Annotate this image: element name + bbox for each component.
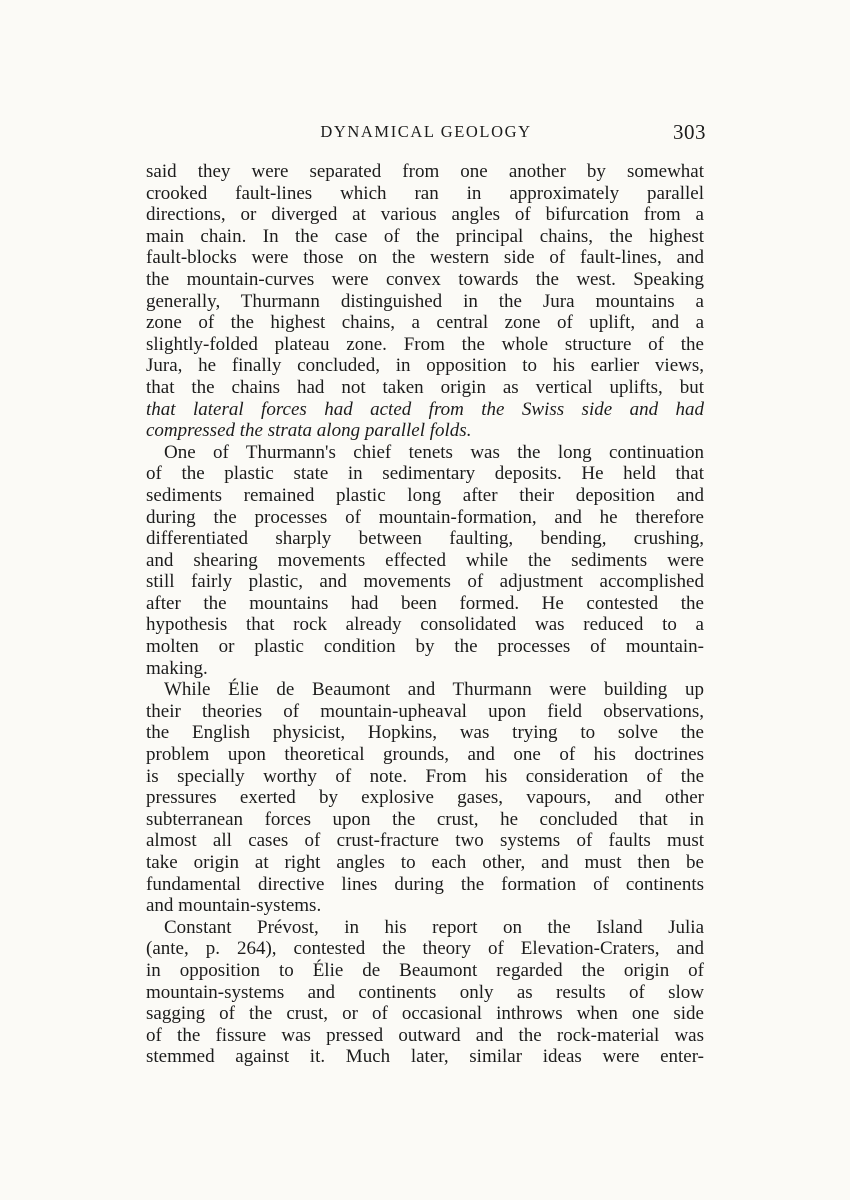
text-line: pressures exerted by explosive gases, vapours, and other <box>146 787 704 809</box>
text-line: during the processes of mountain-formation, and he therefore <box>146 506 704 528</box>
text-line: sagging of the crust, or of occasional inthrows when one side <box>146 1003 704 1025</box>
text-line: is specially worthy of note. From his consideration of the <box>146 765 704 787</box>
text-line: of the plastic state in sedimentary deposits. He held that <box>146 463 704 485</box>
text-line: (ante, p. 264), contested the theory of Elevation-Craters, and <box>146 938 704 960</box>
text-line: and shearing movements effected while the sediments were <box>146 549 704 571</box>
text-line: said they were separated from one another by somewhat <box>146 161 704 182</box>
text-line: fault-blocks were those on the western side of fault-lines, and <box>146 247 704 269</box>
text-line: main chain. In the case of the principal chains, the highest <box>146 225 704 247</box>
text-line: slightly-folded plateau zone. From the whole structure of the <box>146 333 704 355</box>
text-line: after the mountains had been formed. He contested the <box>146 592 704 614</box>
text-line: making. <box>146 657 208 679</box>
text-line: still fairly plastic, and movements of adjustment accomplished <box>146 571 704 593</box>
text-line: stemmed against it. Much later, similar ideas were enter- <box>146 1046 704 1068</box>
text-line: the mountain-curves were convex towards the west. Speaking <box>146 268 704 290</box>
text-line: crooked fault-lines which ran in approximately parallel <box>146 182 704 204</box>
text-line: molten or plastic condition by the processes of mountain- <box>146 636 704 658</box>
text-line: and mountain-systems. <box>146 895 322 917</box>
text-line: hypothesis that rock already consolidated was reduced to a <box>146 614 704 636</box>
text-line: almost all cases of crust-fracture two systems of faults must <box>146 830 704 852</box>
text-line: that the chains had not taken origin as vertical uplifts, but <box>146 376 704 398</box>
italic-text-line: compressed the strata along parallel folds. <box>146 420 472 442</box>
paragraph-start-line: While Élie de Beaumont and Thurmann were building up <box>164 679 704 701</box>
text-line: their theories of mountain-upheaval upon field observations, <box>146 700 704 722</box>
text-line: mountain-systems and continents only as results of slow <box>146 981 704 1003</box>
paragraph-start-line: One of Thurmann's chief tenets was the long continuation <box>164 441 704 463</box>
text-line: of the fissure was pressed outward and the rock-material was <box>146 1024 704 1046</box>
page-number: 303 <box>673 120 706 144</box>
text-line: take origin at right angles to each other, and must then be <box>146 852 704 873</box>
text-line: problem upon theoretical grounds, and one of his doctrines <box>146 744 704 766</box>
text-line: directions, or diverged at various angles of bifurcation from a <box>146 204 704 226</box>
paragraph-start-line: Constant Prévost, in his report on the Island Julia <box>164 916 704 938</box>
text-line: generally, Thurmann distinguished in the Jura mountains a <box>146 290 704 312</box>
text-line: subterranean forces upon the crust, he concluded that in <box>146 808 704 830</box>
text-line: the English physicist, Hopkins, was trying to solve the <box>146 722 704 744</box>
running-head: DYNAMICAL GEOLOGY <box>320 122 532 141</box>
italic-text-line: that lateral forces had acted from the Swiss side and had <box>146 398 704 420</box>
text-line: sediments remained plastic long after their deposition and <box>146 484 704 506</box>
body-text <box>146 161 704 1068</box>
page-header <box>146 118 706 146</box>
text-line: differentiated sharply between faulting, bending, crushing, <box>146 528 704 550</box>
text-line: Jura, he finally concluded, in opposition to his earlier views, <box>146 355 704 377</box>
text-line: fundamental directive lines during the formation of continents <box>146 873 704 895</box>
text-line: zone of the highest chains, a central zone of uplift, and a <box>146 312 704 334</box>
text-line: in opposition to Élie de Beaumont regarded the origin of <box>146 959 704 981</box>
